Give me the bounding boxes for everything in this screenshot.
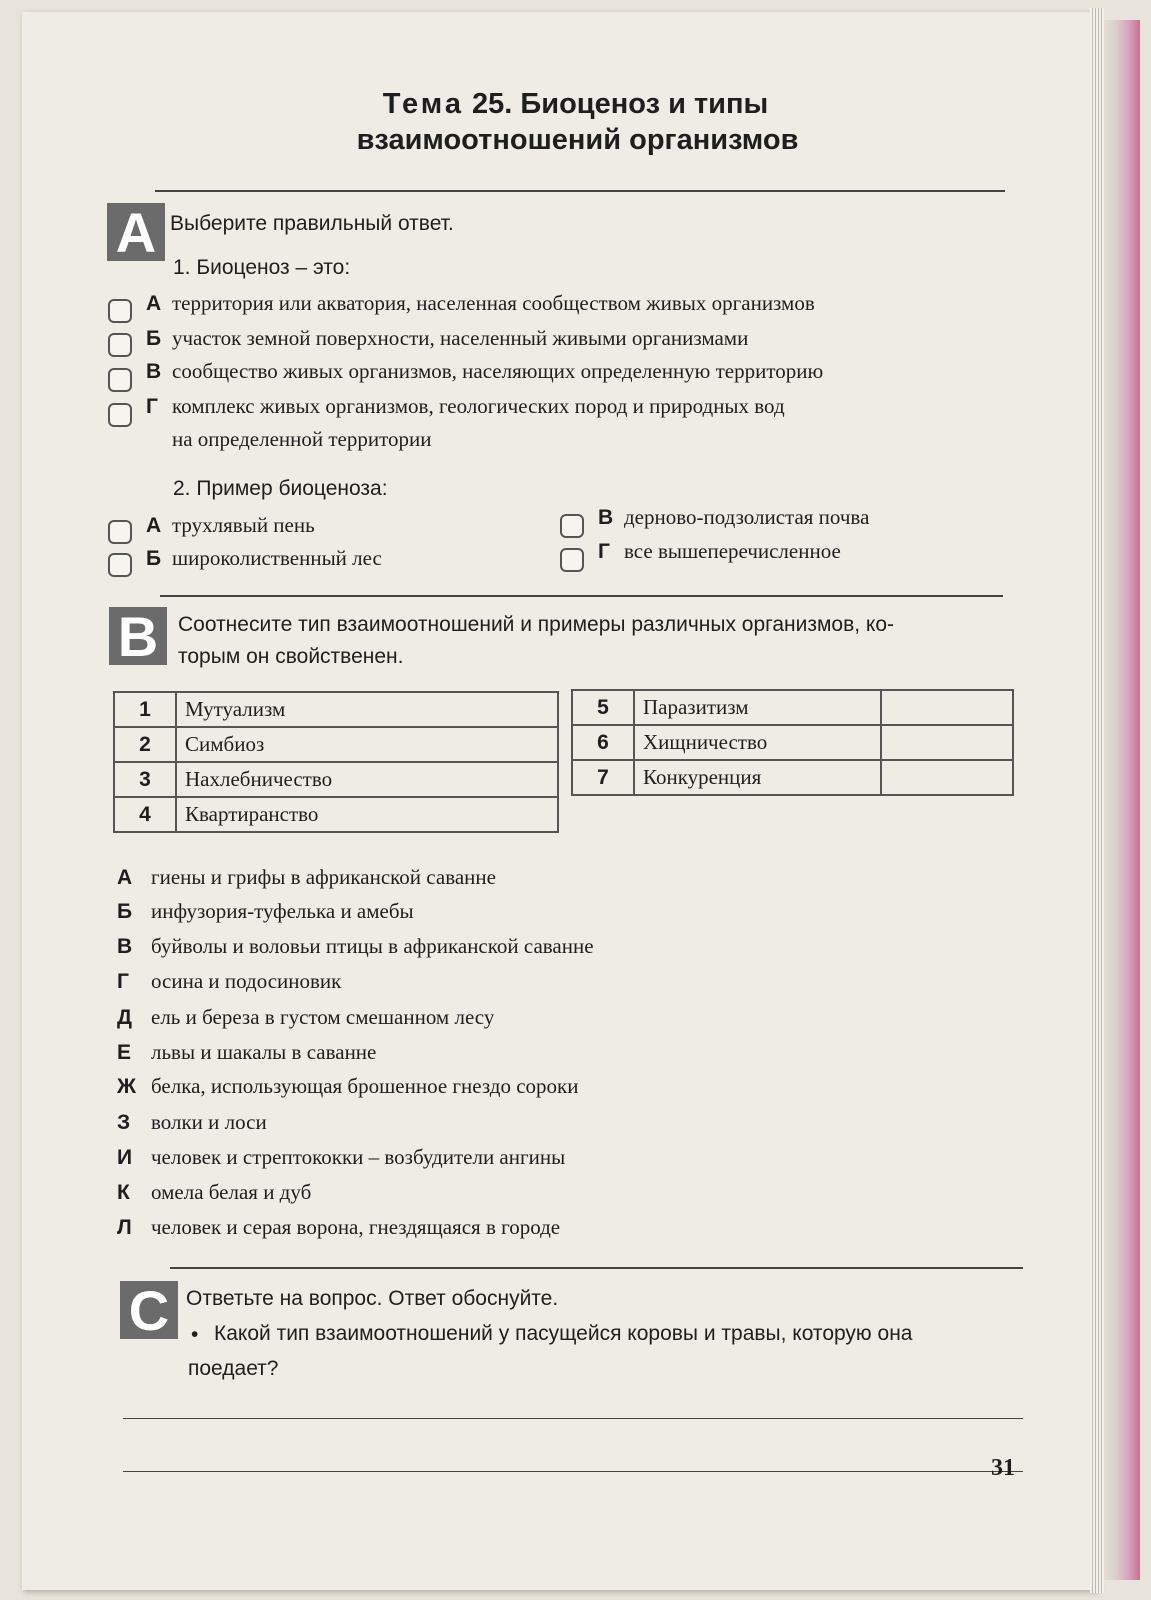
page-edge-decoration <box>1100 20 1140 1580</box>
q2-option-b-checkbox[interactable] <box>108 553 132 577</box>
example-l: Л человек и серая ворона, гнездящаяся в городе <box>117 1215 561 1239</box>
q1-option-g-checkbox[interactable] <box>108 403 132 427</box>
table-row: 6 Хищничество <box>572 725 1013 760</box>
example-d: Д ель и береза в густом смешанном лесу <box>117 1005 495 1029</box>
example-g: Г осина и подосиновик <box>117 969 342 993</box>
table-row: 2 Симбиоз <box>114 727 558 762</box>
table-row: 1 Мутуализм <box>114 692 558 727</box>
answer-line[interactable] <box>123 1418 1023 1419</box>
q2-option-a-checkbox[interactable] <box>108 520 132 544</box>
q1-option-a-checkbox[interactable] <box>108 299 132 323</box>
example-v: В буйволы и воловьи птицы в африканской саванне <box>117 934 594 958</box>
section-b-block: B <box>109 607 167 665</box>
answer-line[interactable] <box>123 1471 1023 1472</box>
table-row: 3 Нахлебничество <box>114 762 558 797</box>
page-title-line2: взаимоотношений организмов <box>356 124 799 156</box>
example-zh: Ж белка, использующая брошенное гнездо сороки <box>117 1074 579 1098</box>
q2-option-g: Г все вышеперечисленное <box>598 539 841 563</box>
section-c-rule <box>170 1267 1023 1269</box>
table-row: 4 Квартиранство <box>114 797 558 832</box>
example-k: К омела белая и дуб <box>117 1180 312 1204</box>
page-stack-edge <box>1090 8 1104 1593</box>
title-rest: Биоценоз и типы <box>520 88 769 120</box>
title-word: Тема <box>382 88 464 120</box>
section-b-instruction-line1: Соотнесите тип взаимоотношений и примеры различных организмов, ко- <box>178 613 895 636</box>
page-number: 31 <box>991 1455 1015 1481</box>
q2-option-a: А трухлявый пень <box>146 513 315 537</box>
q2-option-b: Б широколиственный лес <box>146 546 382 570</box>
example-a: А гиены и грифы в африканской саванне <box>117 865 496 889</box>
section-c-question-line2: поедает? <box>188 1357 279 1380</box>
example-b: Б инфузория-туфелька и амебы <box>117 899 414 923</box>
q1-option-v: В сообщество живых организмов, населяющих определенную территорию <box>146 359 824 383</box>
q1-option-b: Б участок земной поверхности, населенный живыми организмами <box>146 326 749 350</box>
section-a-block: A <box>107 203 165 261</box>
q2-option-g-checkbox[interactable] <box>560 548 584 572</box>
relations-table-right <box>571 689 1014 796</box>
q1-label: 1. Биоценоз – это: <box>173 256 351 279</box>
section-c-bullet: • <box>191 1323 199 1346</box>
q2-label: 2. Пример биоценоза: <box>173 477 388 500</box>
title-number: 25. <box>472 88 513 120</box>
q2-option-v-checkbox[interactable] <box>560 514 584 538</box>
table-row: 5 Паразитизм <box>572 690 1013 725</box>
section-a-instruction: Выберите правильный ответ. <box>170 212 454 235</box>
q1-option-g-continuation: на определенной территории <box>172 427 432 451</box>
section-c-instruction: Ответьте на вопрос. Ответ обоснуйте. <box>186 1287 559 1310</box>
page-title-line1 <box>0 88 1151 121</box>
example-e: Е львы и шакалы в саванне <box>117 1040 377 1064</box>
q2-option-v: В дерново-подзолистая почва <box>598 505 870 529</box>
example-i: И человек и стрептококки – возбудители ангины <box>117 1145 566 1169</box>
table-row: 7 Конкуренция <box>572 760 1013 795</box>
section-b-instruction-line2: торым он свойственен. <box>178 645 404 668</box>
q1-option-g: Г комплекс живых организмов, геологических пород и природных вод <box>146 394 785 418</box>
section-c-question-line1: Какой тип взаимоотношений у пасущейся коровы и травы, которую она <box>214 1322 913 1345</box>
q1-option-b-checkbox[interactable] <box>108 333 132 357</box>
section-a-rule <box>155 190 1005 192</box>
relations-table-left <box>113 691 559 833</box>
section-c-block: C <box>120 1281 178 1339</box>
section-b-rule <box>160 595 1003 597</box>
q1-option-v-checkbox[interactable] <box>108 368 132 392</box>
example-z: З волки и лоси <box>117 1110 267 1134</box>
q1-option-a: А территория или акватория, населенная сообществом живых организмов <box>146 291 815 315</box>
